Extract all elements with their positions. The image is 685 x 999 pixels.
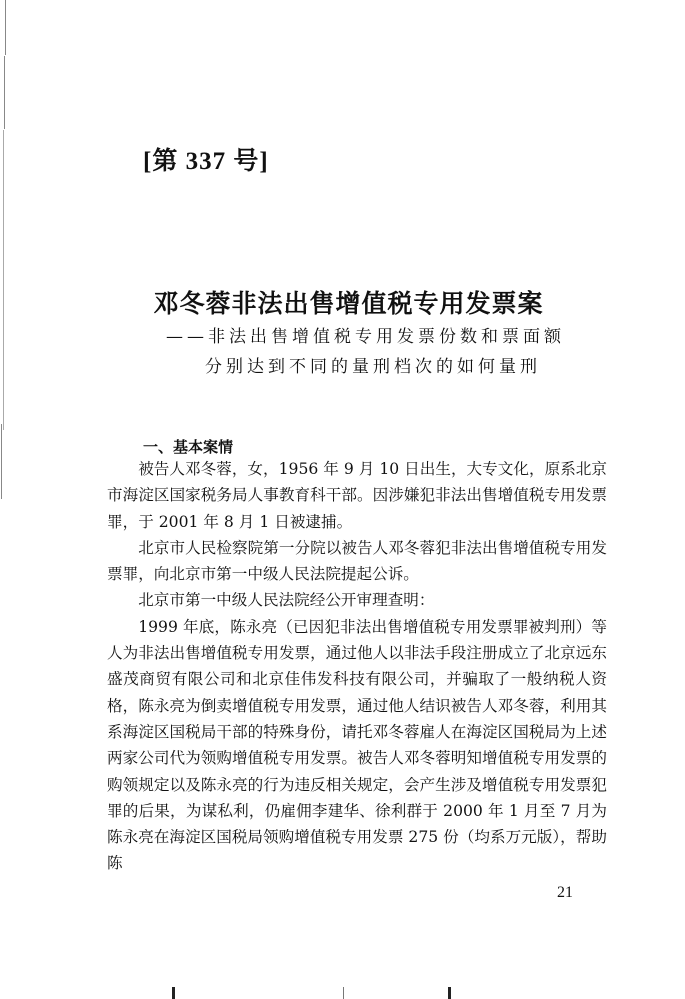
- page-edge-rule: [3, 130, 4, 430]
- case-subtitle-line-2: 分别达到不同的量刑档次的如何量刑: [205, 357, 541, 377]
- paragraph: 被告人邓冬蓉，女，1956 年 9 月 10 日出生，大专文化，原系北京市海淀区国家税务局人事教育科干部。因涉嫌犯非法出售增值税专用发票罪，于 2001 年 8 月 1 日被逮捕。: [107, 460, 607, 531]
- paragraph: 1999 年底，陈永亮（已因犯非法出售增值税专用发票罪被判刑）等人为非法出售增值税专用发票，通过他人以非法手段注册成立了北京远东盛茂商贸有限公司和北京佳伟发科技有限公司，并骗取了一般纳税人资格，陈永亮为倒卖增值税专用发票，通过他人结识被告人邓冬蓉，利用其系海淀区国税局干部的特殊身份，请托邓冬蓉雇人在海淀区国税局为上述两家公司代为领购增值税专用发票。被告人邓冬蓉明知增值税专用发票的购领规定以及陈永亮的行为违反相关规定，会产生涉及增值税专用发票犯罪的后果，为谋私利，仍雇佣李建华、徐利群于 2000 年 1 月至 7 月为陈永亮在海淀区国税局领购增值税专用发票 275 份（均系万元版），帮助陈: [107, 617, 607, 873]
- page-edge-rule: [1, 424, 2, 499]
- paragraph: 北京市人民检察院第一分院以被告人邓冬蓉犯非法出售增值税专用发票罪，向北京市第一中级人民法院提起公诉。: [107, 538, 607, 584]
- binding-mark: [343, 987, 344, 999]
- section-heading: 一、基本案情: [143, 438, 234, 456]
- case-subtitle-line-1: ——非法出售增值税专用发票份数和票面额: [166, 327, 565, 347]
- page-number: 21: [557, 884, 573, 901]
- case-number: [第 337 号]: [143, 148, 269, 175]
- paragraph: 北京市第一中级人民法院经公开审理查明：: [138, 591, 435, 610]
- body-text: [107, 456, 607, 877]
- binding-mark: [172, 987, 175, 999]
- page-edge-rule: [4, 56, 5, 129]
- case-title: 邓冬蓉非法出售增值税专用发票案: [153, 289, 544, 318]
- page-edge-rule: [5, 0, 6, 55]
- binding-mark: [448, 987, 451, 999]
